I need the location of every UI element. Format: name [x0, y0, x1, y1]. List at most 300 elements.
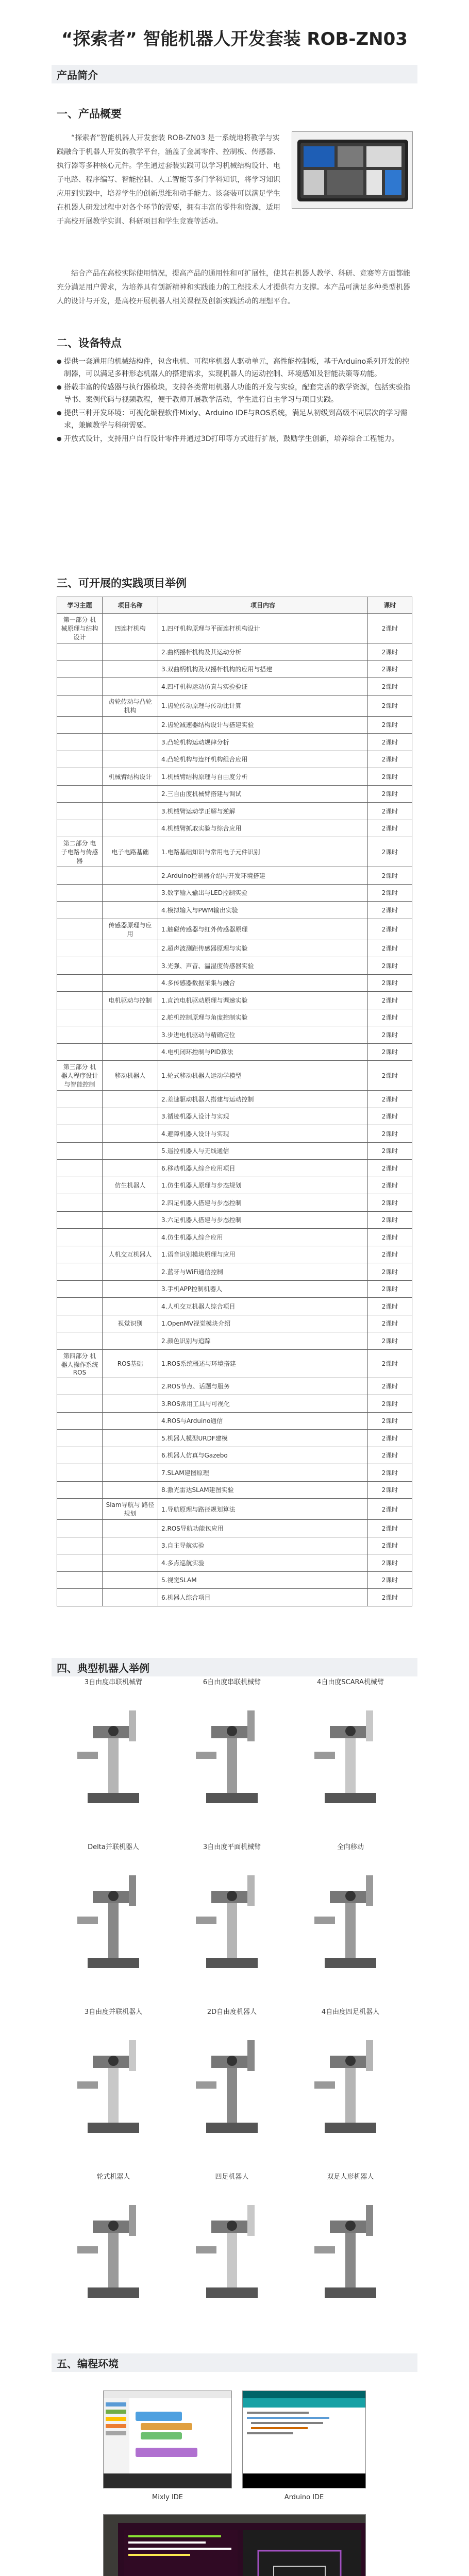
topic-cell: [57, 678, 103, 696]
topic-cell: [57, 1481, 103, 1499]
product-photo: [292, 131, 413, 209]
robot-case-label: 双足人形机器人: [327, 2173, 374, 2181]
topic-cell: [57, 1229, 103, 1246]
table-row: [57, 1332, 412, 1350]
hours-cell: 2课时: [368, 1464, 412, 1482]
mixly-screenshot: [103, 2391, 232, 2488]
table-row: [57, 660, 412, 678]
hours-cell: 2课时: [368, 768, 412, 786]
topic-cell: [57, 1554, 103, 1572]
project-cell: [103, 1571, 158, 1589]
table-row: [57, 1349, 412, 1378]
robot-case-image: [57, 2020, 170, 2154]
hours-cell: 2课时: [368, 884, 412, 902]
content-cell: 2.差速驱动机器人搭建与运动控制: [158, 1091, 368, 1108]
robot-case-image: [294, 2020, 407, 2154]
content-cell: 6.机器人仿真与Gazebo: [158, 1447, 368, 1464]
robot-case-image: [57, 2184, 170, 2318]
table-row: [57, 1447, 412, 1464]
project-cell: [103, 940, 158, 957]
content-cell: 3.六足机器人搭建与步态控制: [158, 1211, 368, 1229]
table-row: [57, 940, 412, 957]
content-cell: 4.凸轮机构与连杆机构组合应用: [158, 751, 368, 768]
hours-cell: 2课时: [368, 1211, 412, 1229]
table-row: [57, 803, 412, 820]
robot-case-label: 3自由度平面机械臂: [203, 1843, 261, 1851]
header-cell: 项目名称: [103, 597, 158, 614]
features-title: 二、设备特点: [57, 337, 122, 349]
topic-cell: [57, 1280, 103, 1298]
project-cell: [103, 1108, 158, 1125]
robot-case-image: [294, 1855, 407, 1989]
hours-cell: 2课时: [368, 1160, 412, 1177]
project-cell: [103, 1520, 158, 1537]
table-row: [57, 867, 412, 885]
topic-cell: [57, 1430, 103, 1447]
header-cell: 项目内容: [158, 597, 368, 614]
content-cell: 1.语音识别模块原理与应用: [158, 1246, 368, 1263]
content-cell: 2.ROS节点、话题与服务: [158, 1378, 368, 1395]
topic-cell: [57, 1263, 103, 1281]
robot-case-label: 2D自由度机器人: [207, 2008, 257, 2016]
hours-cell: 2课时: [368, 785, 412, 803]
hours-cell: 2课时: [368, 1298, 412, 1315]
robot-case-image: [57, 1855, 170, 1989]
topic-cell: 第三部分 机器人程序设计与智能控制: [57, 1061, 103, 1091]
page-title: “探索者” 智能机器人开发套装 ROB-ZN03: [61, 29, 408, 49]
hours-cell: 2课时: [368, 1315, 412, 1332]
table-header-row: [57, 597, 412, 614]
content-cell: 3.手机APP控制机器人: [158, 1280, 368, 1298]
table-row: [57, 1412, 412, 1430]
project-cell: [103, 1554, 158, 1572]
table-row: [57, 992, 412, 1009]
topic-cell: [57, 1412, 103, 1430]
hours-cell: 2课时: [368, 643, 412, 661]
topic-cell: [57, 1447, 103, 1464]
project-cell: [103, 867, 158, 885]
project-cell: 传感器原理与应用: [103, 919, 158, 940]
hours-cell: 2课时: [368, 1349, 412, 1378]
hours-cell: 2课时: [368, 1481, 412, 1499]
cases-section-header: 四、典型机器人举例: [52, 1658, 417, 1676]
project-cell: [103, 1447, 158, 1464]
overview-title: 一、产品概要: [57, 108, 122, 120]
topic-cell: [57, 1464, 103, 1482]
hours-cell: 2课时: [368, 1395, 412, 1413]
project-cell: [103, 884, 158, 902]
hours-cell: 2课时: [368, 1537, 412, 1554]
topic-cell: [57, 734, 103, 751]
topic-cell: [57, 1589, 103, 1606]
content-cell: 3.数字输入输出与LED控制实验: [158, 884, 368, 902]
hours-cell: 2课时: [368, 1589, 412, 1606]
project-cell: [103, 1280, 158, 1298]
robot-case-image: [175, 1855, 289, 1989]
hours-cell: 2课时: [368, 1009, 412, 1026]
feature-item: ● 提供三种开发环境：可视化编程软件Mixly、Arduino IDE与ROS系统，满足从初级到高级不同层次的学习需求，兼顾教学与科研需要。: [57, 407, 412, 432]
topic-cell: [57, 1246, 103, 1263]
table-row: [57, 1194, 412, 1212]
project-cell: 齿轮传动与凸轮机构: [103, 695, 158, 716]
hours-cell: 2课时: [368, 1430, 412, 1447]
topic-cell: [57, 660, 103, 678]
project-cell: [103, 1026, 158, 1044]
project-cell: [103, 785, 158, 803]
content-cell: 1.仿生机器人原理与步态规划: [158, 1177, 368, 1194]
hours-cell: 2课时: [368, 1061, 412, 1091]
project-cell: [103, 1464, 158, 1482]
content-cell: 3.双曲柄机构及双摇杆机构的应用与搭建: [158, 660, 368, 678]
overview-text: “探索者”智能机器人开发套装 ROB-ZN03 是一系统地将教学与实践融合于机器人开发的教学平台，涵盖了金属零件、控制板、传感器、执行器等多种核心元件。学生通过套装实践可以学习机械结构设计、电子电路、程序编写、智能控制、人工智能等多门学科知识，将学习知识应用到实践中，培养学生的创新思维和动手能力。该套装可以满足学生在机器人研发过程中对各个环节的需要，拥有丰富的零件和资源，适用于高校开展教学实训、科研项目和学生竞赛等活动。: [57, 134, 280, 226]
content-cell: 6.机器人综合项目: [158, 1589, 368, 1606]
project-cell: [103, 716, 158, 734]
project-cell: [103, 803, 158, 820]
topic-cell: [57, 1211, 103, 1229]
topic-cell: [57, 1571, 103, 1589]
table-row: [57, 1571, 412, 1589]
project-cell: [103, 902, 158, 919]
project-cell: [103, 1298, 158, 1315]
robot-case-label: 轮式机器人: [96, 2173, 130, 2181]
ros-screenshot: [103, 2514, 366, 2576]
hours-cell: 2课时: [368, 1378, 412, 1395]
hours-cell: 2课时: [368, 1108, 412, 1125]
topic-cell: [57, 1160, 103, 1177]
header-cell: 学习主题: [57, 597, 103, 614]
hours-cell: 2课时: [368, 1091, 412, 1108]
topic-cell: [57, 1298, 103, 1315]
project-cell: [103, 643, 158, 661]
hours-cell: 2课时: [368, 1194, 412, 1212]
hours-cell: 2课时: [368, 1263, 412, 1281]
topic-cell: [57, 803, 103, 820]
feature-item: ● 提供一套通用的机械结构件，包含电机、可程序机器人驱动单元，高性能控制板，基于Arduino系列开发的控制器，可以满足多种形态机器人的搭建需求，实现机器人的运动控制、环境感知及智能决策等功能。: [57, 355, 412, 380]
table-row: [57, 1211, 412, 1229]
topic-cell: [57, 1026, 103, 1044]
hours-cell: 2课时: [368, 1571, 412, 1589]
project-cell: [103, 751, 158, 768]
mixly-caption: Mixly IDE: [152, 2494, 183, 2501]
content-cell: 3.光强、声音、温湿度传感器实验: [158, 957, 368, 975]
project-cell: [103, 678, 158, 696]
table-row: [57, 1246, 412, 1263]
project-cell: [103, 974, 158, 992]
project-cell: [103, 1589, 158, 1606]
table-row: [57, 1499, 412, 1520]
project-cell: 人机交互机器人: [103, 1246, 158, 1263]
table-row: [57, 1430, 412, 1447]
topic-cell: [57, 768, 103, 786]
topic-cell: [57, 902, 103, 919]
hours-cell: 2课时: [368, 837, 412, 867]
features-list: [57, 355, 412, 446]
topic-cell: 第四部分 机器人操作系统ROS: [57, 1349, 103, 1378]
hours-cell: 2课时: [368, 1332, 412, 1350]
content-cell: 3.ROS常用工具与可视化: [158, 1395, 368, 1413]
table-row: [57, 1229, 412, 1246]
hours-cell: 2课时: [368, 1499, 412, 1520]
arduino-ide-image: [243, 2391, 366, 2488]
content-cell: 1.电路基础知识与常用电子元件识别: [158, 837, 368, 867]
section-intro-header: 产品简介: [52, 65, 417, 83]
hours-cell: 2课时: [368, 1026, 412, 1044]
table-row: [57, 1263, 412, 1281]
project-cell: Slam导航与 路径规划: [103, 1499, 158, 1520]
table-row: [57, 1520, 412, 1537]
table-row: [57, 643, 412, 661]
robot-case-label: Delta并联机器人: [88, 1843, 139, 1851]
content-cell: 6.移动机器人综合应用项目: [158, 1160, 368, 1177]
hours-cell: 2课时: [368, 1125, 412, 1143]
hours-cell: 2课时: [368, 1177, 412, 1194]
topic-cell: 第一部分 机械原理与结构设计: [57, 614, 103, 643]
hours-cell: 2课时: [368, 974, 412, 992]
table-row: [57, 734, 412, 751]
robot-case-label: 6自由度串联机械臂: [203, 1679, 261, 1686]
content-cell: 1.机械臂结构原理与自由度分析: [158, 768, 368, 786]
project-cell: [103, 1395, 158, 1413]
content-cell: 2.超声波测距传感器原理与实验: [158, 940, 368, 957]
hours-cell: 2课时: [368, 1520, 412, 1537]
table-row: [57, 1026, 412, 1044]
hours-cell: 2课时: [368, 867, 412, 885]
content-cell: 3.循迹机器人设计与实现: [158, 1108, 368, 1125]
content-cell: 3.步进电机驱动与精确定位: [158, 1026, 368, 1044]
topic-cell: [57, 1499, 103, 1520]
product-case-image: [292, 132, 413, 209]
table-row: [57, 1464, 412, 1482]
hours-cell: 2课时: [368, 940, 412, 957]
content-cell: 2.ROS导航功能包应用: [158, 1520, 368, 1537]
table-row: [57, 902, 412, 919]
project-cell: [103, 1194, 158, 1212]
robot-case-label: 4自由度SCARA机械臂: [317, 1679, 384, 1686]
project-cell: [103, 1537, 158, 1554]
robot-case-image: [175, 2184, 289, 2318]
project-cell: [103, 1229, 158, 1246]
curriculum-title: 三、可开展的实践项目举例: [57, 577, 187, 589]
topic-cell: [57, 1142, 103, 1160]
content-cell: 1.四杆机构原理与平面连杆机构设计: [158, 614, 368, 643]
topic-cell: [57, 1177, 103, 1194]
project-cell: [103, 1142, 158, 1160]
project-cell: 电机驱动与控制: [103, 992, 158, 1009]
topic-cell: [57, 974, 103, 992]
arduino-screenshot: [242, 2391, 366, 2488]
content-cell: 4.四杆机构运动仿真与实验验证: [158, 678, 368, 696]
table-row: [57, 678, 412, 696]
table-row: [57, 1125, 412, 1143]
content-cell: 2.曲柄摇杆机构及其运动分析: [158, 643, 368, 661]
table-row: [57, 1481, 412, 1499]
topic-cell: [57, 919, 103, 940]
topic-cell: [57, 884, 103, 902]
topic-cell: [57, 992, 103, 1009]
content-cell: 2.蓝牙与WiFi通信控制: [158, 1263, 368, 1281]
content-cell: 4.仿生机器人综合应用: [158, 1229, 368, 1246]
topic-cell: [57, 1125, 103, 1143]
robot-case-label: 全向移动: [337, 1843, 364, 1851]
table-row: [57, 1009, 412, 1026]
topic-cell: [57, 957, 103, 975]
table-row: [57, 1043, 412, 1061]
hours-cell: 2课时: [368, 1142, 412, 1160]
topic-cell: [57, 1315, 103, 1332]
topic-cell: [57, 1043, 103, 1061]
env-section-header: 五、编程环境: [52, 2353, 417, 2372]
project-cell: 机械臂结构设计: [103, 768, 158, 786]
project-cell: [103, 1412, 158, 1430]
table-row: [57, 919, 412, 940]
overview-text-2: 结合产品在高校实际使用情况，提高产品的通用性和可扩展性，使其在机器人教学、科研、竞赛等方面都能充分满足用户需求，为培养具有创新精神和实践能力的工程技术人才提供有力支撑。本产品可满足多种类型机器人的设计与开发，是高校开展机器人相关课程及创新实践活动的理想平台。: [57, 269, 410, 306]
feature-item: ● 开放式设计，支持用户自行设计零件并通过3D打印等方式进行扩展，鼓励学生创新，培养综合工程能力。: [57, 433, 412, 445]
topic-cell: [57, 1091, 103, 1108]
project-cell: 移动机器人: [103, 1061, 158, 1091]
content-cell: 1.齿轮传动原理与传动比计算: [158, 695, 368, 716]
table-row: [57, 884, 412, 902]
topic-cell: [57, 1395, 103, 1413]
table-row: [57, 614, 412, 643]
topic-cell: [57, 1378, 103, 1395]
topic-cell: [57, 751, 103, 768]
content-cell: 2.三自由度机械臂搭建与调试: [158, 785, 368, 803]
project-cell: 仿生机器人: [103, 1177, 158, 1194]
content-cell: 4.ROS与Arduino通信: [158, 1412, 368, 1430]
hours-cell: 2课时: [368, 1554, 412, 1572]
hours-cell: 2课时: [368, 695, 412, 716]
project-cell: [103, 1481, 158, 1499]
hours-cell: 2课时: [368, 614, 412, 643]
content-cell: 2.Arduino控制器介绍与开发环境搭建: [158, 867, 368, 885]
table-row: [57, 1537, 412, 1554]
content-cell: 4.多点巡航实验: [158, 1554, 368, 1572]
topic-cell: [57, 1537, 103, 1554]
content-cell: 4.电机闭环控制与PID算法: [158, 1043, 368, 1061]
project-cell: 四连杆机构: [103, 614, 158, 643]
project-cell: [103, 1043, 158, 1061]
topic-cell: [57, 716, 103, 734]
mixly-ide-image: [104, 2391, 232, 2488]
project-cell: [103, 1430, 158, 1447]
topic-cell: [57, 867, 103, 885]
topic-cell: [57, 1009, 103, 1026]
content-cell: 2.颜色识别与追踪: [158, 1332, 368, 1350]
content-cell: 1.导航原理与路径规划算法: [158, 1499, 368, 1520]
ros-ubuntu-image: [104, 2515, 366, 2576]
table-row: [57, 820, 412, 837]
curriculum-table: [57, 597, 412, 1606]
topic-cell: [57, 1520, 103, 1537]
robot-case-image: [175, 1690, 289, 1824]
content-cell: 3.凸轮机构运动规律分析: [158, 734, 368, 751]
table-row: [57, 1177, 412, 1194]
arduino-caption: Arduino IDE: [284, 2494, 324, 2501]
content-cell: 1.ROS系统概述与环境搭建: [158, 1349, 368, 1378]
content-cell: 5.遥控机器人与无线通信: [158, 1142, 368, 1160]
robot-case-label: 3自由度并联机器人: [84, 2008, 143, 2016]
hours-cell: 2课时: [368, 751, 412, 768]
project-cell: [103, 660, 158, 678]
hours-cell: 2课时: [368, 660, 412, 678]
content-cell: 4.多传感器数据采集与融合: [158, 974, 368, 992]
project-cell: ROS基础: [103, 1349, 158, 1378]
topic-cell: [57, 820, 103, 837]
table-row: [57, 1395, 412, 1413]
content-cell: 1.OpenMV视觉模块介绍: [158, 1315, 368, 1332]
curriculum-body: [57, 614, 412, 1606]
table-row: [57, 957, 412, 975]
content-cell: 4.人机交互机器人综合项目: [158, 1298, 368, 1315]
hours-cell: 2课时: [368, 803, 412, 820]
topic-cell: 第二部分 电子电路与传感器: [57, 837, 103, 867]
table-row: [57, 768, 412, 786]
content-cell: 4.机械臂抓取实验与综合应用: [158, 820, 368, 837]
content-cell: 4.模拟输入与PWM输出实验: [158, 902, 368, 919]
table-row: [57, 1142, 412, 1160]
robot-case-label: 四足机器人: [215, 2173, 249, 2181]
project-cell: [103, 1332, 158, 1350]
content-cell: 2.舵机控制原理与角度控制实验: [158, 1009, 368, 1026]
hours-cell: 2课时: [368, 1246, 412, 1263]
topic-cell: [57, 1194, 103, 1212]
hours-cell: 2课时: [368, 716, 412, 734]
project-cell: [103, 1211, 158, 1229]
content-cell: 1.轮式移动机器人运动学模型: [158, 1061, 368, 1091]
project-cell: [103, 1125, 158, 1143]
table-row: [57, 1298, 412, 1315]
project-cell: 电子电路基础: [103, 837, 158, 867]
project-cell: [103, 1378, 158, 1395]
hours-cell: 2课时: [368, 1412, 412, 1430]
table-row: [57, 1160, 412, 1177]
topic-cell: [57, 695, 103, 716]
content-cell: 2.齿轮减速器结构设计与搭建实验: [158, 716, 368, 734]
content-cell: 7.SLAM建图原理: [158, 1464, 368, 1482]
hours-cell: 2课时: [368, 734, 412, 751]
hours-cell: 2课时: [368, 919, 412, 940]
hours-cell: 2课时: [368, 678, 412, 696]
robot-case-image: [294, 1690, 407, 1824]
robot-case-image: [175, 2020, 289, 2154]
content-cell: 3.机械臂运动学正解与逆解: [158, 803, 368, 820]
table-row: [57, 837, 412, 867]
table-row: [57, 1554, 412, 1572]
table-row: [57, 716, 412, 734]
project-cell: [103, 1009, 158, 1026]
topic-cell: [57, 1332, 103, 1350]
hours-cell: 2课时: [368, 992, 412, 1009]
project-cell: [103, 1091, 158, 1108]
robot-case-label: 3自由度串联机械臂: [84, 1679, 143, 1686]
hours-cell: 2课时: [368, 902, 412, 919]
topic-cell: [57, 940, 103, 957]
robot-case-image: [57, 1690, 170, 1824]
table-row: [57, 785, 412, 803]
hours-cell: 2课时: [368, 1043, 412, 1061]
content-cell: 4.避障机器人设计与实现: [158, 1125, 368, 1143]
robot-case-image: [294, 2184, 407, 2318]
table-row: [57, 1315, 412, 1332]
content-cell: 5.视觉SLAM: [158, 1571, 368, 1589]
table-row: [57, 1280, 412, 1298]
table-row: [57, 695, 412, 716]
feature-item: ● 搭载丰富的传感器与执行器模块，支持各类常用机器人功能的开发与实验，配套完善的教学资源，包括实验指导书、案例代码与视频教程，便于教师开展教学活动，学生进行自主学习与项目实践。: [57, 381, 412, 406]
project-cell: [103, 957, 158, 975]
table-row: [57, 1091, 412, 1108]
table-row: [57, 1061, 412, 1091]
content-cell: 1.触碰传感器与红外传感器原理: [158, 919, 368, 940]
